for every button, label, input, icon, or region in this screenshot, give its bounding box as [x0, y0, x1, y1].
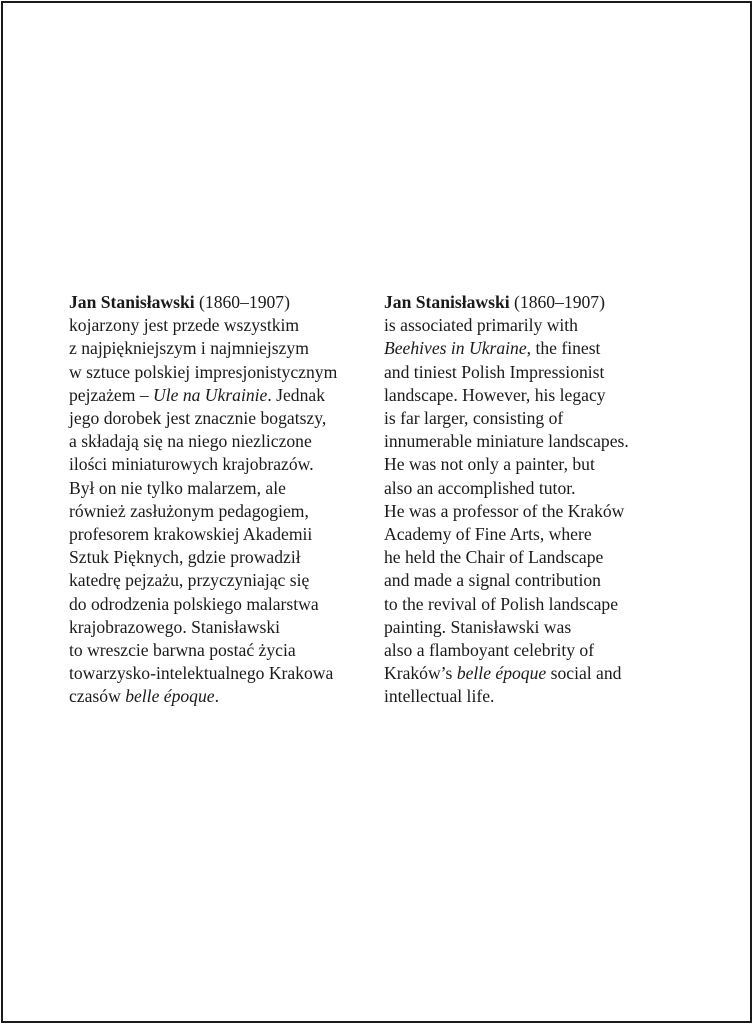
- polish-artist-dates: (1860–1907): [194, 292, 290, 312]
- polish-line: towarzysko-intelektualnego Krakowa: [69, 663, 334, 684]
- polish-line: a składają się na niego niezliczone: [69, 431, 312, 452]
- english-line: he held the Chair of Landscape: [384, 547, 604, 568]
- polish-text: . Jednak: [267, 384, 326, 405]
- english-artist-dates: (1860–1907): [509, 292, 605, 312]
- english-line: innumerable miniature landscapes.: [384, 431, 629, 452]
- polish-line: to wreszcie barwna postać życia: [69, 640, 296, 661]
- polish-line: kojarzony jest przede wszystkim: [69, 315, 300, 336]
- polish-line: [69, 384, 369, 407]
- english-text: social and: [546, 663, 622, 684]
- polish-line: Sztuk Pięknych, gdzie prowadził: [69, 547, 301, 568]
- polish-text: .: [214, 686, 219, 707]
- polish-artist-name: Jan Stanisławski: [69, 292, 195, 312]
- polish-line: ilości miniaturowych krajobrazów.: [69, 454, 314, 475]
- page-frame: [1, 1, 752, 1023]
- english-line: [384, 337, 684, 360]
- english-line: He was not only a painter, but: [384, 454, 595, 475]
- english-line: also an accomplished tutor.: [384, 477, 576, 498]
- polish-line: profesorem krakowskiej Akademii: [69, 524, 313, 545]
- english-line: to the revival of Polish landscape: [384, 593, 619, 614]
- english-line: is associated primarily with: [384, 315, 578, 336]
- polish-line: do odrodzenia polskiego malarstwa: [69, 593, 319, 614]
- polish-painting-title: Ule na Ukrainie: [153, 384, 268, 405]
- english-line: landscape. However, his legacy: [384, 384, 606, 405]
- english-line: intellectual life.: [384, 686, 495, 707]
- polish-line: w sztuce polskiej impresjonistycznym: [69, 361, 338, 382]
- english-line: painting. Stanisławski was: [384, 616, 572, 637]
- polish-line: Był on nie tylko malarzem, ale: [69, 477, 286, 498]
- english-painting-title: Beehives in Ukraine: [384, 338, 527, 359]
- english-line: Academy of Fine Arts, where: [384, 524, 592, 545]
- english-line: is far larger, consisting of: [384, 408, 564, 429]
- polish-heading: [69, 291, 369, 314]
- polish-line: krajobrazowego. Stanisławski: [69, 616, 281, 637]
- english-text: Kraków’s: [384, 663, 457, 684]
- polish-text: pejzażem –: [69, 384, 154, 405]
- english-line: and made a signal contribution: [384, 570, 601, 591]
- polish-line: jego dorobek jest znacznie bogatszy,: [69, 408, 327, 429]
- polish-text-column: [69, 291, 369, 709]
- english-heading: [384, 291, 684, 314]
- english-text: , the finest: [526, 338, 601, 359]
- english-line: and tiniest Polish Impressionist: [384, 361, 605, 382]
- english-text-column: [384, 291, 684, 709]
- english-line: [384, 662, 684, 685]
- english-line: He was a professor of the Kraków: [384, 500, 625, 521]
- polish-line: katedrę pejzażu, przyczyniając się: [69, 570, 310, 591]
- english-line: also a flamboyant celebrity of: [384, 640, 595, 661]
- polish-line: z najpiękniejszym i najmniejszym: [69, 338, 309, 359]
- polish-era-term: belle époque: [125, 686, 215, 707]
- polish-text: czasów: [69, 686, 126, 707]
- polish-line: [69, 685, 369, 708]
- english-era-term: belle époque: [456, 663, 547, 684]
- english-artist-name: Jan Stanisławski: [384, 292, 510, 312]
- polish-line: również zasłużonym pedagogiem,: [69, 500, 309, 521]
